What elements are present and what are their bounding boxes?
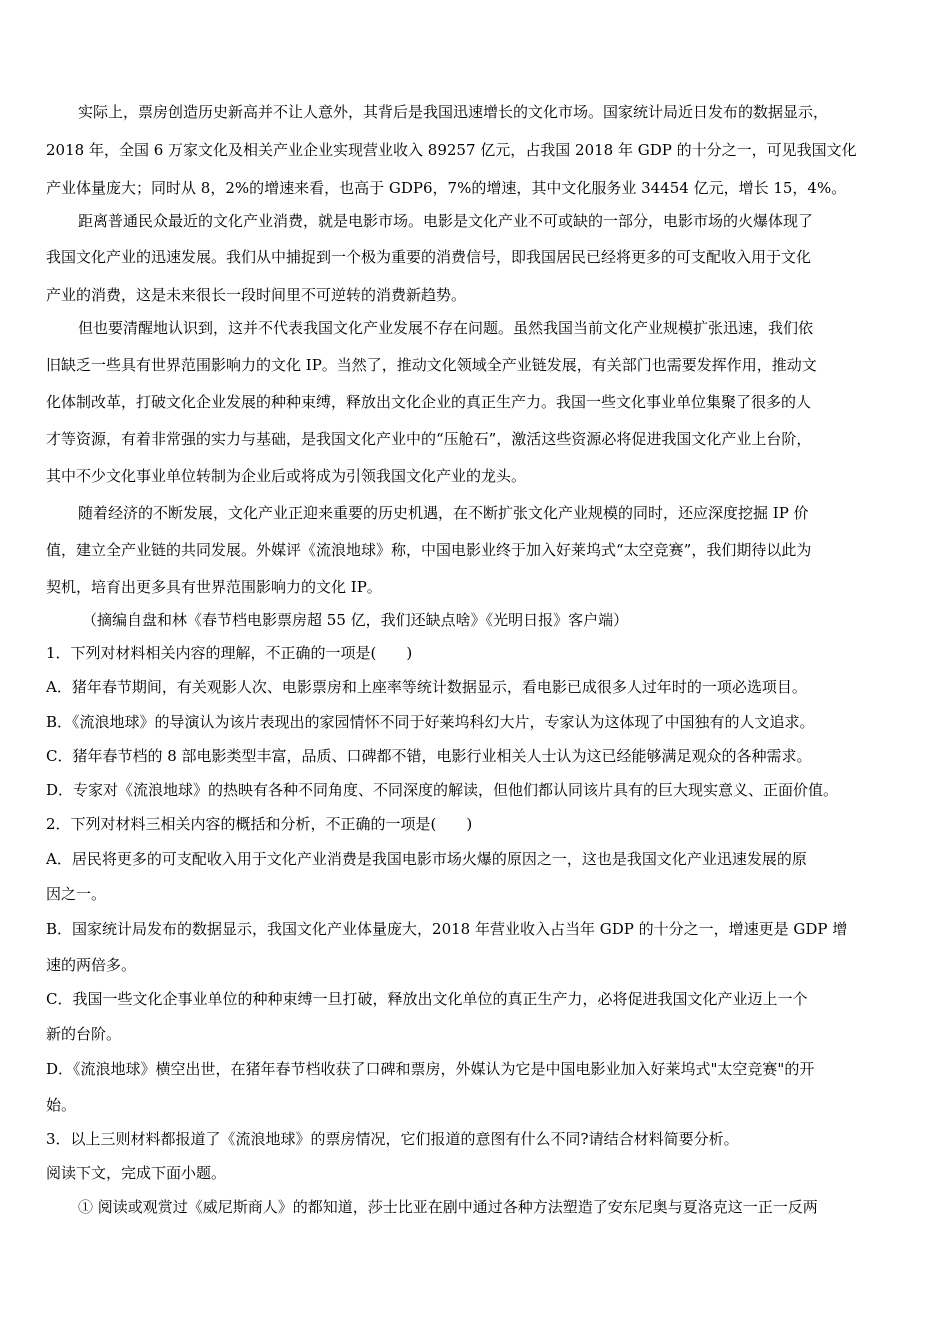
passage-p3-line: 但也要清醒地认识到，这并不代表我国文化产业发展不存在问题。虽然我国当前文化产业规模扩张迅速，我们依 — [78, 319, 814, 337]
passage-p1-line: 2018 年，全国 6 万家文化及相关产业企业实现营业收入 89257 亿元，占我国 2018 年 GDP 的十分之一，可见我国文化 — [46, 141, 857, 159]
passage-p3-line: 其中不少文化事业单位转制为企业后或将成为引领我国文化产业的龙头。 — [46, 467, 527, 485]
question-1-stem: 1．下列对材料相关内容的理解，不正确的一项是( ) — [46, 644, 413, 662]
question-2-stem: 2．下列对材料三相关内容的概括和分析，不正确的一项是( ) — [46, 815, 473, 833]
section-p1-line: ① 阅读或观赏过《威尼斯商人》的都知道，莎士比亚在剧中通过各种方法塑造了安东尼奥与夏洛克这一正一反两 — [78, 1198, 818, 1216]
question-2-option-b-line: B．国家统计局发布的数据显示，我国文化产业体量庞大，2018 年营业收入占当年 GDP 的十分之一，增速更是 GDP 增 — [46, 920, 848, 938]
question-2-option-a-line: A．居民将更多的可支配收入用于文化产业消费是我国电影市场火爆的原因之一，这也是我国文化产业迅速发展的原 — [46, 850, 807, 868]
question-2-option-a-line: 因之一。 — [46, 885, 107, 903]
passage-p2-line: 我国文化产业的迅速发展。我们从中捕捉到一个极为重要的消费信号，即我国居民已经将更多的可支配收入用于文化 — [46, 248, 812, 266]
question-1-option-d: D．专家对《流浪地球》的热映有各种不同角度、不同深度的解读，但他们都认同该片具有的巨大现实意义、正面价值。 — [46, 781, 839, 799]
passage-p3-line: 旧缺乏一些具有世界范围影响力的文化 IP。当然了，推动文化领域全产业链发展，有关部门也需要发挥作用，推动文 — [46, 356, 817, 374]
question-1-option-b: B．《流浪地球》的导演认为该片表现出的家园情怀不同于好莱坞科幻大片，专家认为这体现了中国独有的人文追求。 — [46, 713, 815, 731]
section-instruction: 阅读下文，完成下面小题。 — [46, 1164, 227, 1182]
question-1-option-c: C．猪年春节档的 8 部电影类型丰富，品质、口碑都不错，电影行业相关人士认为这已经能够满足观众的各种需求。 — [46, 747, 812, 765]
question-3-stem: 3．以上三则材料都报道了《流浪地球》的票房情况，它们报道的意图有什么不同?请结合材料简要分析。 — [46, 1130, 739, 1148]
question-2-option-d-line: D．《流浪地球》横空出世，在猪年春节档收获了口碑和票房，外媒认为它是中国电影业加入好莱坞式"太空竞赛"的开 — [46, 1060, 815, 1078]
passage-p2-line: 产业的消费，这是未来很长一段时间里不可逆转的消费新趋势。 — [46, 286, 467, 304]
passage-p2-line: 距离普通民众最近的文化产业消费，就是电影市场。电影是文化产业不可或缺的一部分，电影市场的火爆体现了 — [78, 212, 814, 230]
question-2-option-c-line: C．我国一些文化企事业单位的种种束缚一旦打破，释放出文化单位的真正生产力，必将促进我国文化产业迈上一个 — [46, 990, 808, 1008]
passage-p3-line: 才等资源，有着非常强的实力与基础，是我国文化产业中的“压舱石”，激活这些资源必将促进我国文化产业上台阶， — [46, 430, 812, 448]
passage-p4-line: 契机，培育出更多具有世界范围影响力的文化 IP。 — [46, 578, 382, 596]
passage-p4-line: 随着经济的不断发展，文化产业正迎来重要的历史机遇，在不断扩张文化产业规模的同时，还应深度挖掘 IP 价 — [78, 504, 809, 522]
question-1-option-a: A．猪年春节期间，有关观影人次、电影票房和上座率等统计数据显示，看电影已成很多人过年时的一项必选项目。 — [46, 678, 807, 696]
passage-source: （摘编自盘和林《春节档电影票房超 55 亿，我们还缺点啥》《光明日报》客户端） — [82, 611, 629, 629]
question-2-option-d-line: 始。 — [46, 1096, 77, 1114]
question-2-option-b-line: 速的两倍多。 — [46, 956, 137, 974]
passage-p1-line: 产业体量庞大；同时从 8，2%的增速来看，也高于 GDP6，7%的增速，其中文化服务业 34454 亿元，增长 15，4%。 — [46, 179, 847, 197]
passage-p4-line: 值，建立全产业链的共同发展。外媒评《流浪地球》称，中国电影业终于加入好莱坞式“太空竞赛”，我们期待以此为 — [46, 541, 812, 559]
passage-p3-line: 化体制改革，打破文化企业发展的种种束缚，释放出文化企业的真正生产力。我国一些文化事业单位集聚了很多的人 — [46, 393, 812, 411]
passage-p1-line: 实际上，票房创造历史新高并不让人意外，其背后是我国迅速增长的文化市场。国家统计局近日发布的数据显示， — [78, 103, 829, 121]
question-2-option-c-line: 新的台阶。 — [46, 1025, 122, 1043]
